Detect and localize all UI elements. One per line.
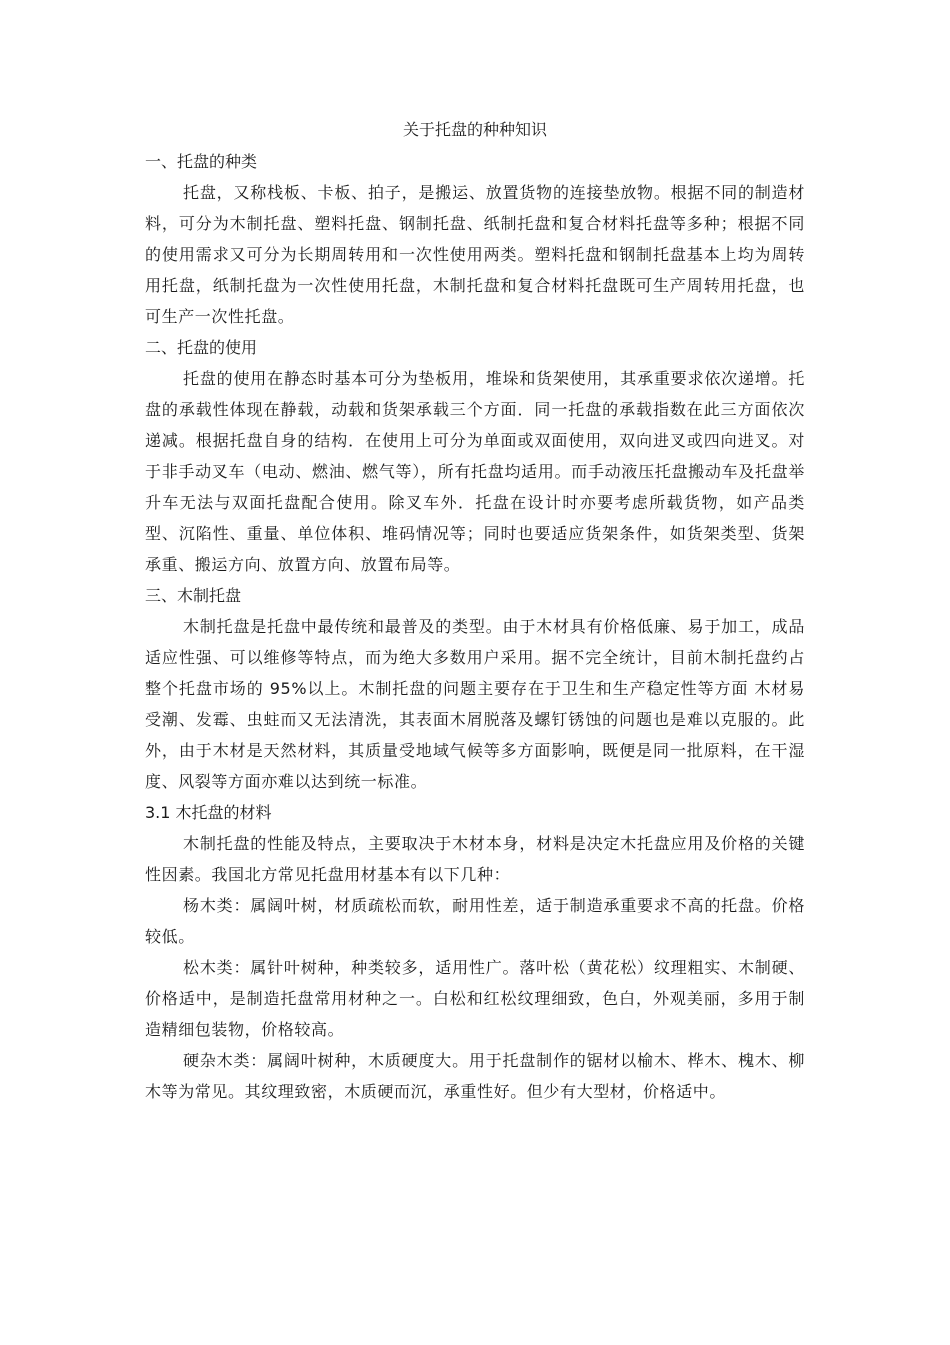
paragraph: 托盘，又称栈板、卡板、拍子，是搬运、放置货物的连接垫放物。根据不同的制造材料，可分为木制托盘、塑料托盘、钢制托盘、纸制托盘和复合材料托盘等多种；根据不同的使用需求又可分为长期周转用和一次性使用两类。塑料托盘和钢制托盘基本上均为周转用托盘，纸制托盘为一次性使用托盘，木制托盘和复合材料托盘既可生产周转用托盘，也可生产一次性托盘。 — [145, 183, 805, 326]
paragraph: 木制托盘的性能及特点，主要取决于木材本身，材料是决定木托盘应用及价格的关键性因素。我国北方常见托盘用材基本有以下几种： — [145, 834, 805, 884]
section-pallet-types — [145, 146, 805, 332]
document-body — [145, 146, 805, 1107]
document-title: 关于托盘的种种知识 — [402, 120, 547, 139]
paragraph: 木制托盘是托盘中最传统和最普及的类型。由于木材具有价格低廉、易于加工，成品适应性强、可以维修等特点，而为绝大多数用户采用。据不完全统计，目前木制托盘约占整个托盘市场的 95%以上。木制托盘的问题主要存在于卫生和生产稳定性等方面 木材易受潮、发霉、虫蛀而又无法清洗，其表面木屑脱落及螺钉锈蚀的问题也是难以克服的。此外，由于木材是天然材料，其质量受地域气候等多方面影响，既便是同一批原料，在干湿度、风裂等方面亦难以达到统一标准。 — [145, 617, 805, 791]
section-heading: 一、托盘的种类 — [145, 152, 258, 171]
section-heading: 3.1 木托盘的材料 — [145, 803, 272, 822]
paragraph-hardwood: 硬杂木类：属阔叶树种，木质硬度大。用于托盘制作的锯材以榆木、桦木、槐木、柳木等为常见。其纹理致密，木质硬而沉，承重性好。但少有大型材，价格适中。 — [145, 1051, 805, 1101]
section-wooden-pallet — [145, 580, 805, 797]
paragraph-poplar: 杨木类：属阔叶树，材质疏松而软，耐用性差，适于制造承重要求不高的托盘。价格较低。 — [145, 896, 805, 946]
section-heading: 三、木制托盘 — [145, 586, 242, 605]
paragraph-pine: 松木类：属针叶树种，种类较多，适用性广。落叶松（黄花松）纹理粗实、木制硬、价格适中，是制造托盘常用材种之一。白松和红松纹理细致，色白，外观美丽，多用于制造精细包装物，价格较高。 — [145, 958, 805, 1039]
section-pallet-usage — [145, 332, 805, 580]
section-heading: 二、托盘的使用 — [145, 338, 258, 357]
paragraph: 托盘的使用在静态时基本可分为垫板用，堆垛和货架使用，其承重要求依次递增。托盘的承载性体现在静载，动载和货架承载三个方面．同一托盘的承载指数在此三方面依次递减。根据托盘自身的结构．在使用上可分为单面或双面使用，双向进叉或四向进叉。对于非手动叉车（电动、燃油、燃气等），所有托盘均适用。而手动液压托盘搬动车及托盘举升车无法与双面托盘配合使用。除叉车外．托盘在设计时亦要考虑所载货物，如产品类型、沉陷性、重量、单位体积、堆码情况等；同时也要适应货架条件，如货架类型、货架承重、搬运方向、放置方向、放置布局等。 — [145, 369, 805, 574]
section-wooden-pallet-materials — [145, 797, 805, 1107]
